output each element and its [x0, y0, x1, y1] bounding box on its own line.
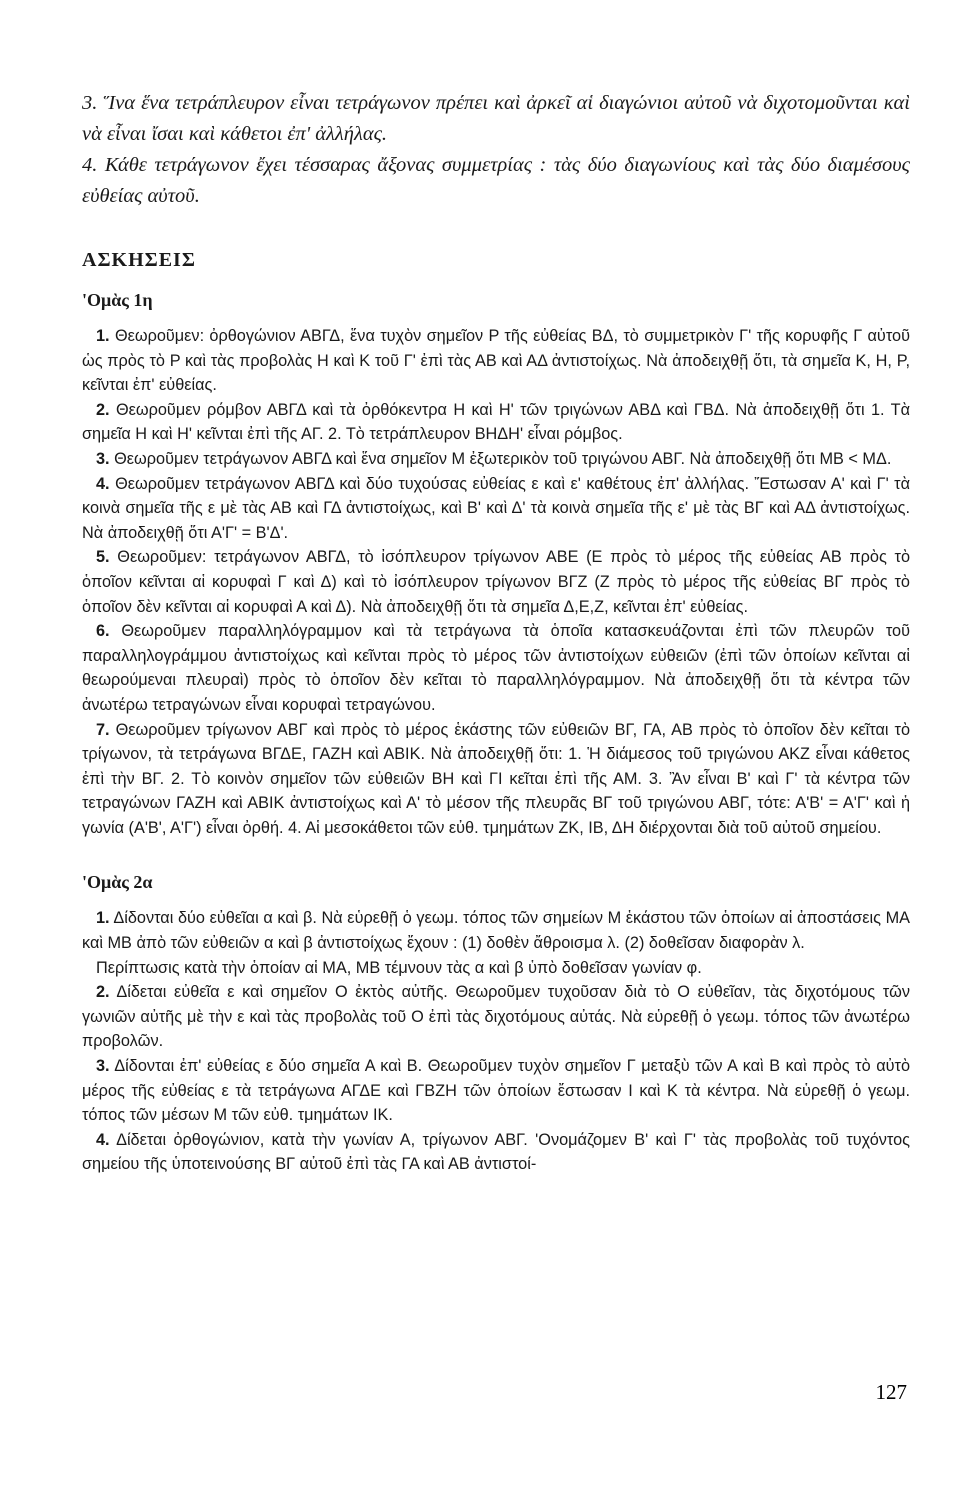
group-1-title: 'Ομὰς 1η	[82, 290, 153, 310]
exercise-number: 3.	[96, 1057, 110, 1076]
exercise-1-5	[82, 545, 910, 619]
exercise-1-7	[82, 718, 910, 841]
exercise-text: Θεωροῦμεν τετράγωνον ΑΒΓΔ καὶ δύο τυχούσας εὐθείας ε καὶ ε' καθέτους ἐπ' ἀλλήλας. Ἔστωσαν Α' καὶ Γ' τὰ κοινὰ σημεῖα τῆς ε μὲ τὰς ΑΒ καὶ ΓΔ ἀντιστοίχως, καὶ Β' καὶ Δ' τὰ κοινὰ σημεῖα τῆς ε' μὲ τὰς ΒΓ καὶ ΑΔ ἀντιστοίχως. Νὰ ἀποδειχθῇ ὅτι Α'Γ' = Β'Δ'.	[82, 474, 910, 542]
group-2-title: 'Ομὰς 2α	[82, 872, 153, 893]
exercise-text: Δίδονται ἐπ' εὐθείας ε δύο σημεῖα Α καὶ Β. Θεωροῦμεν τυχὸν σημεῖον Γ μεταξὺ τῶν Α καὶ Β καὶ πρὸς τὸ αὐτὸ μέρος τῆς εὐθείας ε τὰ τετράγωνα ΑΓΔΕ καὶ ΓΒΖΗ τῶν ὁποίων ἔστωσαν Ι καὶ Κ τὰ κέντρα. Νὰ εὑρεθῇ ὁ γεωμ. τόπος τῶν μέσων Μ τῶν εὐθ. τμημάτων ΙΚ.	[82, 1057, 911, 1125]
exercise-number: 1.	[96, 327, 110, 345]
exercise-number: 7.	[96, 720, 110, 739]
exercise-2-1	[82, 906, 910, 955]
exercise-2-3	[82, 1054, 910, 1128]
theorem-block	[82, 88, 910, 212]
exercise-text: Θεωροῦμεν: ὀρθογώνιον ΑΒΓΔ, ἕνα τυχὸν σημεῖον Ρ τῆς εὐθείας ΒΔ, τὸ συμμετρικὸν Γ' τῆς κορυφῆς Γ αὐτοῦ ὡς πρὸς τὸ Ρ καὶ τὰς προβολὰς Η καὶ Κ τοῦ Γ' ἐπὶ τὰς ΑΒ καὶ ΑΔ ἀντιστοίχως. Νὰ ἀποδειχθῇ ὅτι, τὰ σημεῖα Κ, Η, Ρ, κεῖνται ἐπ' εὐθείας.	[82, 327, 910, 395]
exercise-number: 2.	[96, 983, 110, 1002]
exercise-1-3	[82, 447, 910, 472]
section-title: ΑΣΚΗΣΕΙΣ	[82, 249, 196, 271]
exercise-number: 5.	[96, 548, 110, 567]
page-number: 127	[875, 1380, 907, 1404]
exercise-number: 6.	[96, 622, 110, 641]
exercise-text: Δίδεται εὐθεῖα ε καὶ σημεῖον Ο ἐκτὸς αὐτῆς. Θεωροῦμεν τυχοῦσαν διὰ τὸ Ο εὐθεῖαν, τὰς διχοτόμους τῶν γωνιῶν αὐτῆς μὲ τὴν ε καὶ τὰς προβολὰς τοῦ Ο ἐπὶ τὰς διχοτόμους αὐτάς. Νὰ εὑρεθῇ ὁ γεωμ. τόπος τῶν ἀνωτέρω προβολῶν.	[82, 983, 911, 1051]
exercise-text: Θεωροῦμεν ρόμβον ΑΒΓΔ καὶ τὰ ὀρθόκεντρα Η καὶ Η' τῶν τριγώνων ΑΒΔ καὶ ΓΒΔ. Νὰ ἀποδειχθῇ ὅτι 1. Τὰ σημεῖα Η καὶ Η' κεῖνται ἐπὶ τῆς ΑΓ. 2. Τὸ τετράπλευρον ΒΗΔΗ' εἶναι ρόμβος.	[82, 400, 910, 444]
exercise-number: 4.	[96, 474, 110, 493]
theorem-3: 3. Ἵνα ἕνα τετράπλευρον εἶναι τετράγωνον πρέπει καὶ ἀρκεῖ αἱ διαγώνιοι αὐτοῦ νὰ διχοτομοῦνται καὶ νὰ εἶναι ἴσαι καὶ κάθετοι ἐπ' ἀλλήλας.	[82, 92, 910, 145]
exercise-2-4	[82, 1128, 910, 1177]
exercise-number: 3.	[96, 449, 110, 468]
exercise-number: 2.	[96, 400, 110, 419]
exercise-1-6	[82, 619, 910, 717]
exercise-number: 1.	[96, 909, 110, 928]
exercise-text: Θεωροῦμεν τετράγωνον ΑΒΓΔ καὶ ἕνα σημεῖον Μ ἐξωτερικὸν τοῦ τριγώνου ΑΒΓ. Νὰ ἀποδειχθῇ ὅτι ΜΒ < ΜΔ.	[114, 449, 892, 468]
exercise-text: Θεωροῦμεν παραλληλόγραμμον καὶ τὰ τετράγωνα τὰ ὁποῖα κατασκευάζονται ἐπὶ τῶν πλευρῶν τοῦ παραλληλογράμμου ἀντιστοίχως καὶ κεῖνται πρὸς τὸ μέρος τῶν ἀντιστοίχων εὐθειῶν (ἐπὶ τῶν ὁποίων κεῖνται αἱ θεωρούμεναι πλευραὶ) πρὸς τὸ ὁποῖον δὲν κεῖται τὸ παραλληλόγραμμον. Νὰ ἀποδειχθῇ ὅτι τὰ κέντρα τῶν ἀνωτέρω τετραγώνων εἶναι κορυφαὶ τετραγώνου.	[82, 622, 910, 714]
exercise-number: 4.	[96, 1130, 110, 1149]
exercise-text: Θεωροῦμεν: τετράγωνον ΑΒΓΔ, τὸ ἰσόπλευρον τρίγωνον ΑΒΕ (Ε πρὸς τὸ μέρος τῆς εὐθείας ΑΒ πρὸς τὸ ὁποῖον κεῖνται αἱ κορυφαὶ Γ καὶ Δ) καὶ τὸ ἰσόπλευρον τρίγωνον ΒΓΖ (Ζ πρὸς τὸ μέρος τῆς εὐθείας ΒΓ πρὸς τὸ ὁποῖον δὲν κεῖνται αἱ κορυφαὶ Α καὶ Δ). Νὰ ἀποδειχθῇ ὅτι τὰ σημεῖα Δ,Ε,Ζ, κεῖνται ἐπ' εὐθείας.	[82, 548, 910, 616]
exercise-text: Δίδεται ὀρθογώνιον, κατὰ τὴν γωνίαν Α, τρίγωνον ΑΒΓ. 'Ονομάζομεν Β' καὶ Γ' τὰς προβολὰς τοῦ τυχόντος σημείου τῆς ὑποτεινούσης ΒΓ αὐτοῦ ἐπὶ τὰς ΓΑ καὶ ΑΒ ἀντιστοί-	[82, 1130, 911, 1174]
exercise-1-2	[82, 398, 910, 447]
exercise-text: Περίπτωσις κατὰ τὴν ὁποίαν αἱ ΜΑ, ΜΒ τέμνουν τὰς α καὶ β ὑπὸ δοθεῖσαν γωνίαν φ.	[96, 958, 702, 977]
exercise-1-1	[82, 324, 910, 398]
page-body	[82, 88, 910, 1177]
exercise-text: Δίδονται δύο εὐθεῖαι α καὶ β. Νὰ εὑρεθῇ ὁ γεωμ. τόπος τῶν σημείων Μ ἑκάστου τῶν ὁποίων αἱ ἀποστάσεις ΜΑ καὶ ΜΒ ἀπὸ τῶν εὐθειῶν α καὶ β ἀντιστοίχως ἔχουν : (1) δοθὲν ἄθροισμα λ. (2) δοθεῖσαν διαφορὰν λ.	[82, 909, 910, 953]
exercise-text: Θεωροῦμεν τρίγωνον ΑΒΓ καὶ πρὸς τὸ μέρος ἑκάστης τῶν εὐθειῶν ΒΓ, ΓΑ, ΑΒ πρὸς τὸ ὁποῖον δὲν κεῖται τὸ τρίγωνον, τὰ τετράγωνα ΒΓΔΕ, ΓΑΖΗ καὶ ΑΒΙΚ. Νὰ ἀποδειχθῇ ὅτι: 1. Ἡ διάμεσος τοῦ τριγώνου ΑΚΖ εἶναι κάθετος ἐπὶ τὴν ΒΓ. 2. Τὸ κοινὸν σημεῖον τῶν εὐθειῶν ΒΗ καὶ ΓΙ κεῖται ἐπὶ τῆς ΑΜ. 3. Ἂν εἶναι Β' καὶ Γ' τὰ κέντρα τῶν τετραγώνων ΓΑΖΗ καὶ ΑΒΙΚ ἀντιστοίχως καὶ Α' τὸ μέσον τῆς πλευρᾶς ΒΓ τοῦ τριγώνου ΑΒΓ, τότε: Α'Β' = Α'Γ' καὶ ἡ γωνία (Α'Β', Α'Γ') εἶναι ὀρθή. 4. Αἱ μεσοκάθετοι τῶν εὐθ. τμημάτων ΖΚ, ΙΒ, ΔΗ διέρχονται διὰ τοῦ αὐτοῦ σημείου.	[82, 720, 910, 837]
exercise-2-2	[82, 980, 910, 1054]
exercise-2-1-note	[82, 956, 910, 981]
theorem-4: 4. Κάθε τετράγωνον ἔχει τέσσαρας ἄξονας συμμετρίας : τὰς δύο διαγωνίους καὶ τὰς δύο διαμέσους εὐθείας αὐτοῦ.	[82, 154, 910, 207]
exercise-1-4	[82, 472, 910, 546]
